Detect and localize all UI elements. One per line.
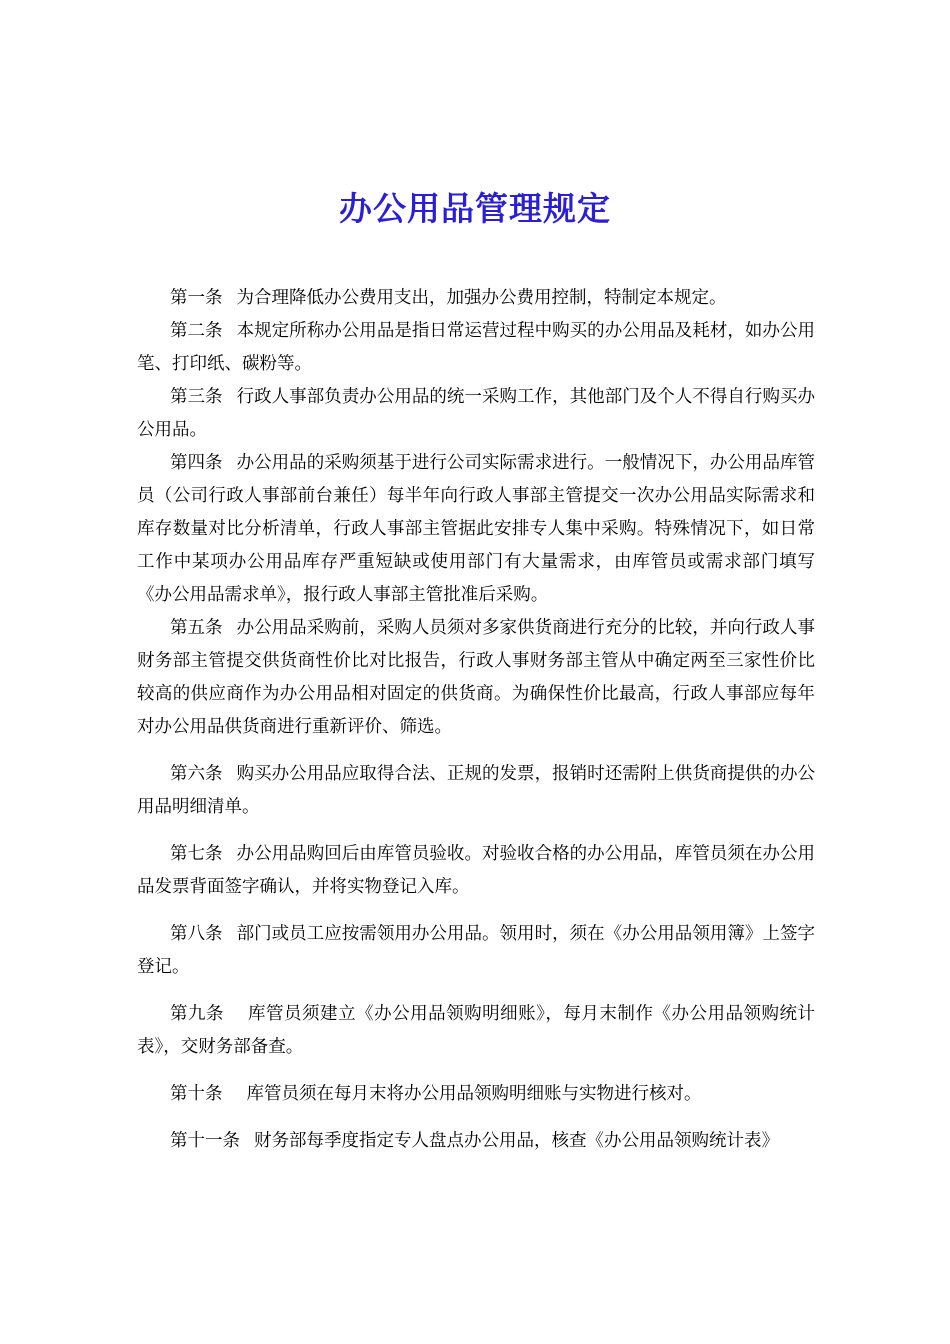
article-6 bbox=[137, 758, 815, 824]
article-7 bbox=[137, 838, 815, 904]
article-text: 财务部每季度指定专人盘点办公用品，核查《办公用品领购统计表》 bbox=[254, 1131, 779, 1151]
article-9 bbox=[137, 998, 815, 1064]
article-3 bbox=[137, 381, 815, 447]
article-number: 第十一条 bbox=[170, 1131, 240, 1151]
article-text: 为合理降低办公费用支出，加强办公费用控制，特制定本规定。 bbox=[236, 288, 727, 308]
article-text: 部门或员工应按需领用办公用品。领用时，须在《办公用品领用簿》上签字登记。 bbox=[137, 924, 816, 977]
document-body bbox=[137, 282, 815, 1158]
document-title: 办公用品管理规定 bbox=[339, 189, 611, 228]
article-1 bbox=[137, 282, 815, 315]
article-text: 库管员须建立《办公用品领购明细账》，每月末制作《办公用品领购统计表》，交财务部备查。 bbox=[137, 1004, 816, 1057]
article-number: 第二条 bbox=[170, 321, 223, 341]
article-text: 本规定所称办公用品是指日常运营过程中购买的办公用品及耗材，如办公用笔、打印纸、碳粉等。 bbox=[137, 321, 816, 374]
article-text: 库管员须在每月末将办公用品领购明细账与实物进行核对。 bbox=[246, 1084, 702, 1104]
article-text: 办公用品采购前，采购人员须对多家供货商进行充分的比较，并向行政人事财务部主管提交供货商性价比对比报告，行政人事财务部主管从中确定两至三家性价比较高的供应商作为办公用品相对固定的供货商。为确保性价比最高，行政人事部应每年对办公用品供货商进行重新评价、筛选。 bbox=[137, 618, 816, 737]
article-2 bbox=[137, 315, 815, 381]
article-5 bbox=[137, 612, 815, 744]
article-text: 购买办公用品应取得合法、正规的发票，报销时还需附上供货商提供的办公用品明细清单。 bbox=[137, 764, 816, 817]
article-number: 第九条 bbox=[170, 1004, 225, 1024]
article-10 bbox=[137, 1078, 815, 1111]
article-number: 第八条 bbox=[170, 924, 223, 944]
article-number: 第五条 bbox=[170, 618, 223, 638]
article-11 bbox=[137, 1125, 815, 1158]
article-number: 第一条 bbox=[170, 288, 223, 308]
article-number: 第三条 bbox=[170, 387, 223, 407]
article-4 bbox=[137, 447, 815, 612]
article-number: 第十条 bbox=[170, 1084, 223, 1104]
article-text: 办公用品购回后由库管员验收。对验收合格的办公用品，库管员须在办公用品发票背面签字确认，并将实物登记入库。 bbox=[137, 844, 816, 897]
article-text: 办公用品的采购须基于进行公司实际需求进行。一般情况下，办公用品库管员（公司行政人事部前台兼任）每半年向行政人事部主管提交一次办公用品实际需求和库存数量对比分析清单，行政人事部主管据此安排专人集中采购。特殊情况下，如日常工作中某项办公用品库存严重短缺或使用部门有大量需求，由库管员或需求部门填写《办公用品需求单》，报行政人事部主管批准后采购。 bbox=[137, 453, 816, 605]
article-8 bbox=[137, 918, 815, 984]
article-text: 行政人事部负责办公用品的统一采购工作，其他部门及个人不得自行购买办公用品。 bbox=[137, 387, 816, 440]
article-number: 第四条 bbox=[170, 453, 223, 473]
article-number: 第六条 bbox=[170, 764, 223, 784]
article-number: 第七条 bbox=[170, 844, 223, 864]
